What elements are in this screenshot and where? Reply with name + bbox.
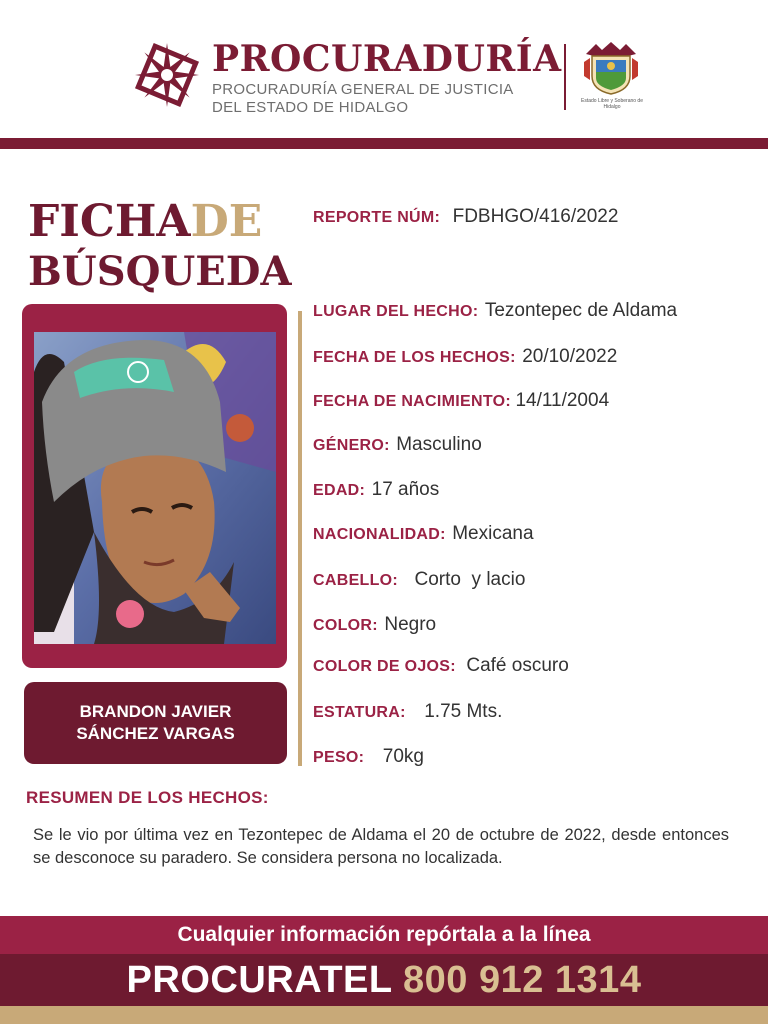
field-value: 70kg <box>382 746 424 767</box>
field-label: NACIONALIDAD: <box>313 526 446 543</box>
field-edad <box>313 479 439 501</box>
gold-divider <box>298 311 302 766</box>
field-label: EDAD: <box>313 482 366 499</box>
field-value: Mexicana <box>452 523 534 544</box>
field-nacionalidad <box>313 523 534 545</box>
field-value: Masculino <box>396 434 482 455</box>
field-genero <box>313 434 482 456</box>
field-peso <box>313 746 424 768</box>
field-label: LUGAR DEL HECHO: <box>313 303 479 320</box>
header-divider <box>564 44 566 110</box>
field-color-ojos <box>313 655 569 677</box>
field-estatura <box>313 701 502 723</box>
summary-heading: RESUMEN DE LOS HECHOS: <box>26 788 269 807</box>
page-title-line2: BÚSQUEDA <box>28 248 292 295</box>
field-label: COLOR DE OJOS: <box>313 658 456 675</box>
field-value: Tezontepec de Aldama <box>484 300 678 321</box>
field-value: Corto y lacio <box>414 569 526 590</box>
field-lugar <box>313 300 677 322</box>
brand-subtitle-line2: DEL ESTADO DE HIDALGO <box>212 99 409 116</box>
footer-hotline <box>0 954 768 1006</box>
brand-title: PROCURADURÍA <box>212 38 562 80</box>
report-number-label: REPORTE NÚM: <box>313 209 441 226</box>
footer-phone: 800 912 1314 <box>403 959 642 1001</box>
field-value: 20/10/2022 <box>522 346 618 367</box>
field-value: 17 años <box>371 479 440 500</box>
field-color <box>313 614 436 636</box>
coat-of-arms-caption: Estado Libre y Soberano de Hidalgo <box>581 98 643 110</box>
field-label: FECHA DE NACIMIENTO: <box>313 393 511 410</box>
report-number-value: FDBHGO/416/2022 <box>452 206 619 227</box>
report-number <box>313 206 618 228</box>
field-cabello <box>313 569 525 591</box>
person-name-line1: BRANDON JAVIER <box>79 702 232 721</box>
field-fecha-nacimiento <box>313 390 609 412</box>
title-ficha: FICHA <box>28 196 191 247</box>
field-value: Café oscuro <box>466 655 569 676</box>
person-name <box>24 682 287 764</box>
field-label: GÉNERO: <box>313 437 390 454</box>
field-label: ESTATURA: <box>313 704 406 721</box>
star-emblem-icon <box>132 40 202 110</box>
header-band <box>0 138 768 149</box>
title-de: DE <box>190 196 263 247</box>
brand-subtitle-line1: PROCURADURÍA GENERAL DE JUSTICIA <box>212 81 514 98</box>
field-label: COLOR: <box>313 617 378 634</box>
summary-text: Se le vio por última vez en Tezontepec de Aldama el 20 de octubre de 2022, desde entonces se desconoce su paradero. Se considera persona no localizada. <box>33 826 729 867</box>
field-value: 1.75 Mts. <box>424 701 503 722</box>
page-title <box>28 196 262 248</box>
field-label: PESO: <box>313 749 365 766</box>
field-fecha-hechos <box>313 346 617 368</box>
field-value: 14/11/2004 <box>515 390 610 411</box>
field-label: CABELLO: <box>313 572 399 589</box>
footer-brand: PROCURATEL <box>126 959 392 1001</box>
person-name-line2: SÁNCHEZ VARGAS <box>76 724 235 743</box>
footer-strip <box>0 1006 768 1024</box>
coat-of-arms-icon <box>582 40 640 96</box>
footer-message: Cualquier información repórtala a la línea <box>0 916 768 954</box>
field-label: FECHA DE LOS HECHOS: <box>313 349 516 366</box>
person-photo <box>34 332 276 644</box>
field-value: Negro <box>384 614 437 635</box>
